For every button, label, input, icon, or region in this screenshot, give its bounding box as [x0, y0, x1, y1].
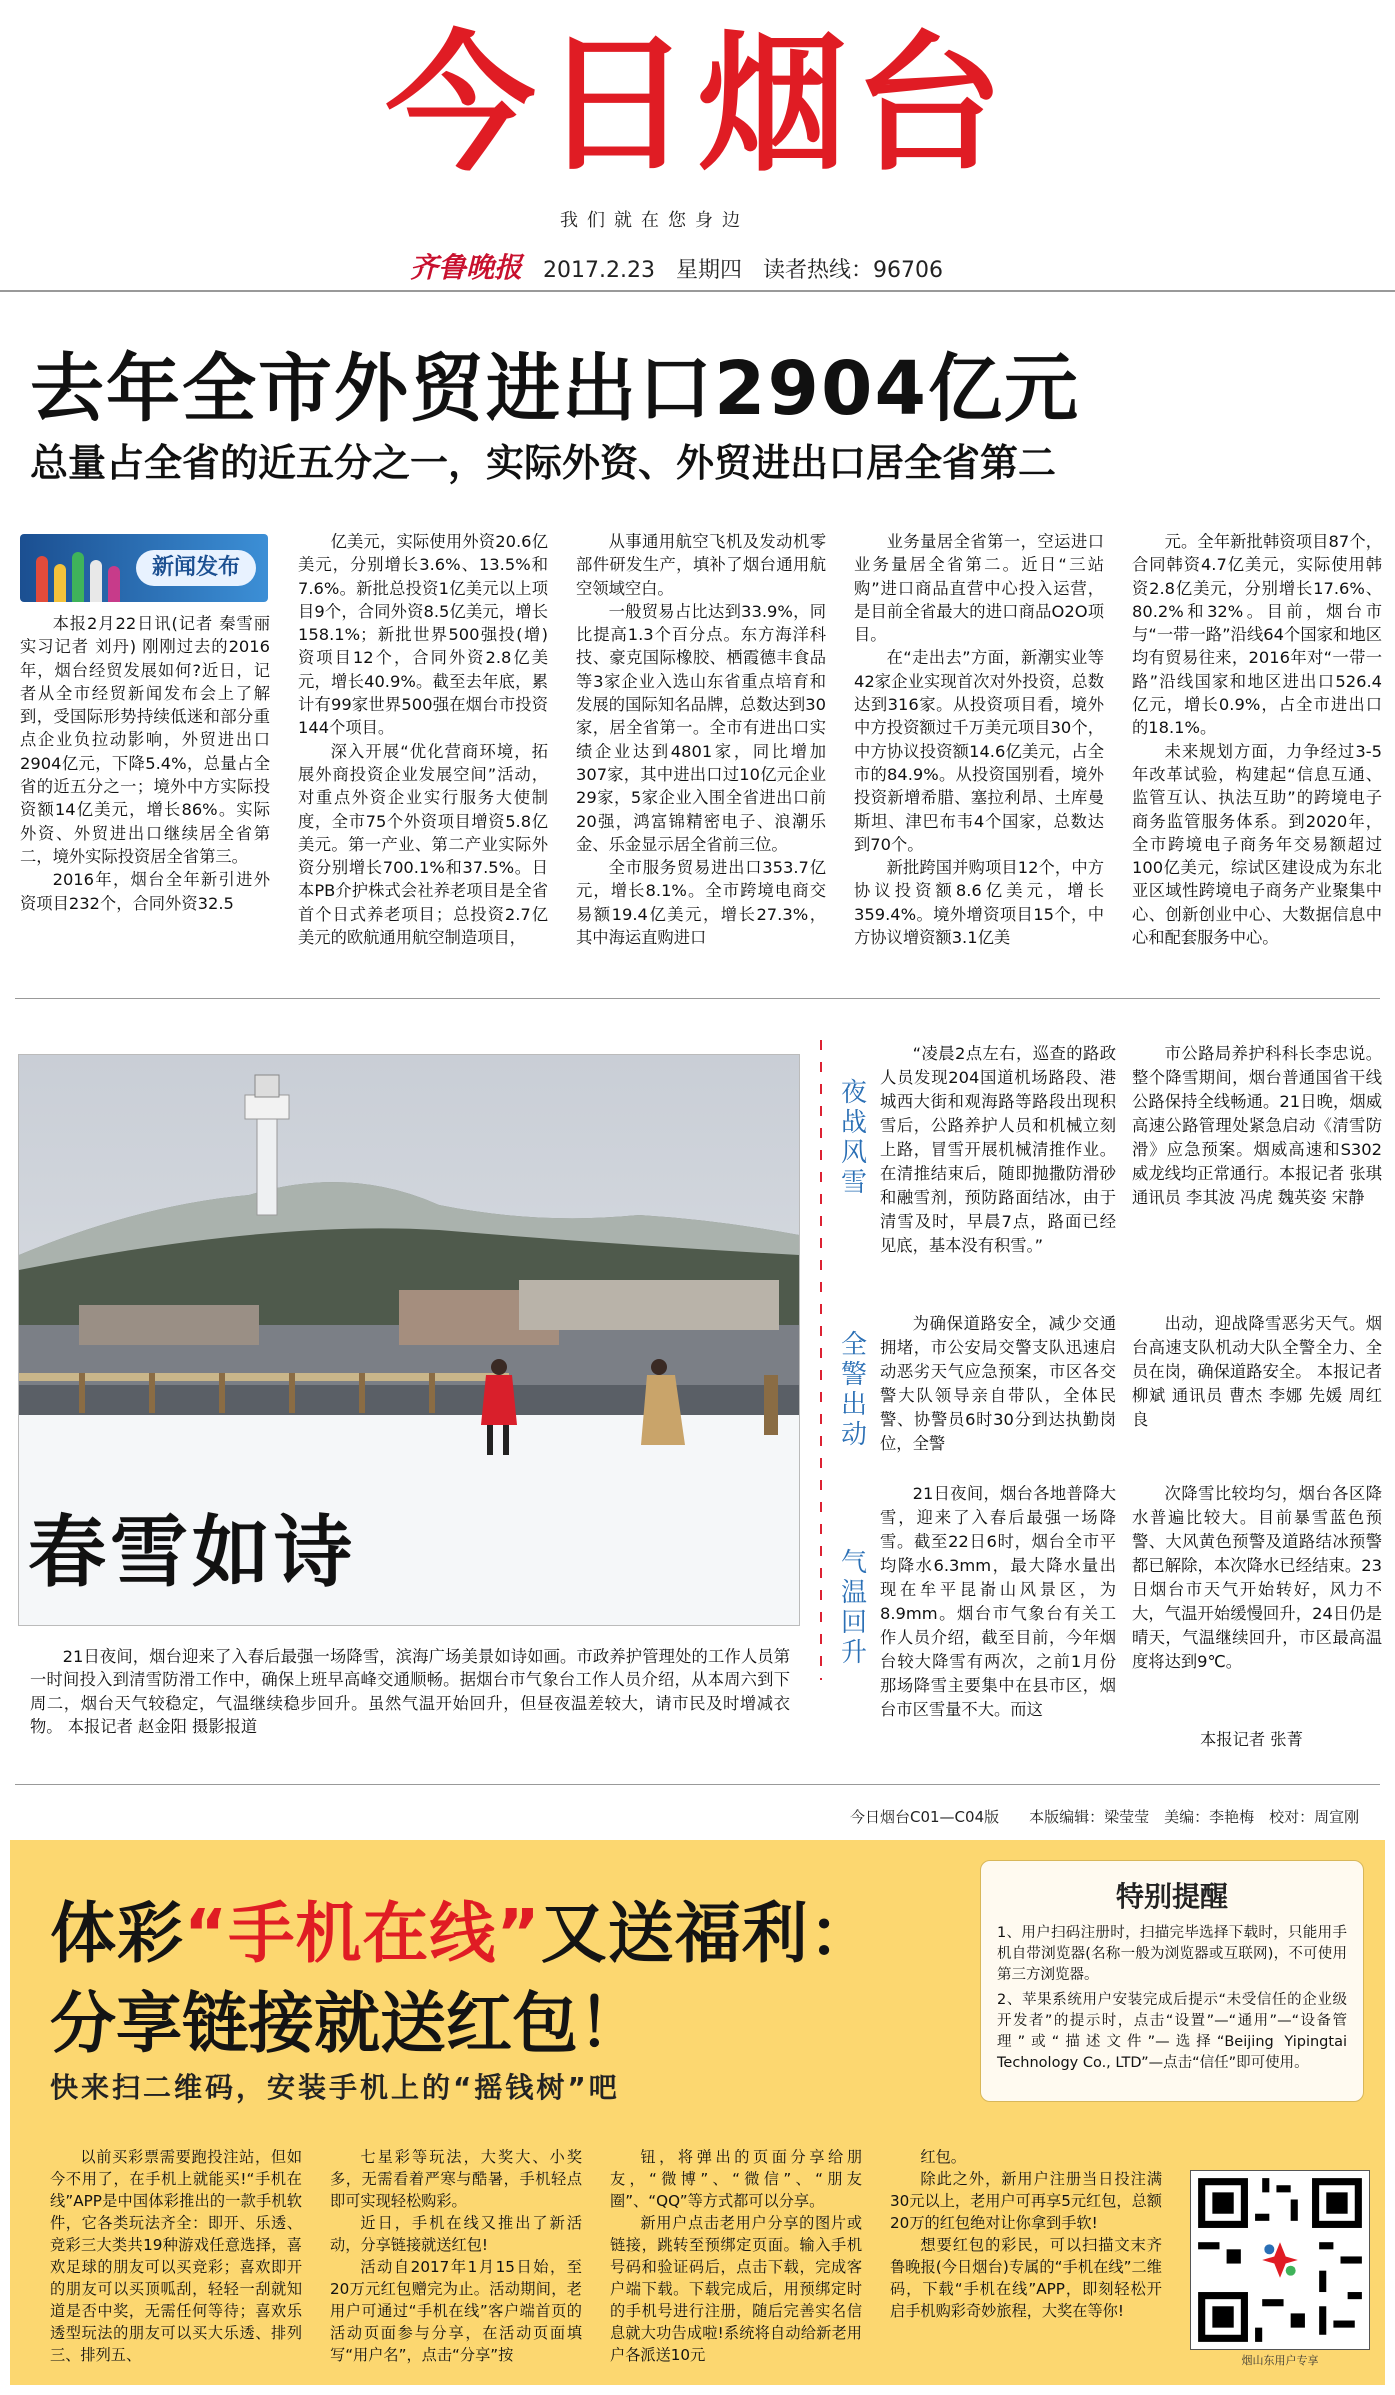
lead-paragraph: 未来规划方面，力争经过3-5年改革试验，构建起“信息互通、监管互认、执法互助”的跨境电子商务监管服务体系。到2020年，全市跨境电子商务年交易额超过100亿美元，综试区建设成为东北亚区域性跨境电子商务产业聚集中心、创新创业中心、大数据信息中心和配套服务中心。 [1132, 741, 1382, 948]
masthead-rule [0, 290, 1395, 292]
notice-item: 2、苹果系统用户安装完成后提示“未受信任的企业级开发者”的提示时，点击“设置”—“通用”—“设备管理”或“描述文件”—选择“Beijing Yipingtai Technology Co., LTD”—点击“信任”即可使用。 [997, 1992, 1347, 2071]
ad-paragraph: 近日，手机在线又推出了新活动，分享链接就送红包! [330, 2214, 582, 2254]
sidebar-police-right [1132, 1312, 1382, 1432]
qr-code-icon [1191, 2171, 1369, 2349]
sidebar-weather-left [880, 1482, 1116, 1722]
lead-paragraph: 深入开展“优化营商环境，拓展外商投资企业发展空间”活动，对重点外资企业实行服务大使制度，全市75个外资项目增资5.8亿美元。第一产业、第二产业实际外资分别增长700.1%和37.5%。日本PB介护株式会社养老项目是全省首个日式养老项目；总投资2.7亿美元的欧航通用航空制造项目， [298, 741, 548, 948]
sidebar-paragraph: 为确保道路安全，减少交通拥堵，市公安局交警支队迅速启动恶劣天气应急预案，市区各交警大队领导亲自带队，全体民警、协警员6时30分到达执勤岗位，全警 [880, 1314, 1116, 1453]
sidebar-paragraph: 出动，迎战降雪恶劣天气。烟台高速支队机动大队全警全力、全员在岗，确保道路安全。 本报记者 柳斌 通讯员 曹杰 李娜 先媛 周红良 [1132, 1314, 1382, 1429]
lead-headline: 去年全市外贸进出口2904亿元 [30, 346, 1080, 432]
ad-paragraph: 除此之外，新用户注册当日投注满30元以上，老用户可再享5元红包，总额20万的红包绝对让你拿到手软! [890, 2170, 1162, 2232]
notice-item: 1、用户扫码注册时，扫描完毕选择下载时，只能用手机自带浏览器(名称一般为浏览器或互联网)，不可使用第三方浏览器。 [997, 1925, 1347, 1983]
brand-logo: 齐鲁晚报 [410, 251, 523, 284]
ad-column-4 [890, 2146, 1162, 2322]
ad-column-2 [330, 2146, 582, 2366]
masthead-slogan: 我们就在您身边 [560, 210, 749, 231]
ad-paragraph: 七星彩等玩法，大奖大、小奖多，无需看着严寒与酷暑，手机轻点即可实现轻松购彩。 [330, 2148, 582, 2210]
lead-paragraph: 全市服务贸易进出口353.7亿元，增长8.1%。全市跨境电商交易额19.4亿美元，增长27.3%，其中海运直购进口 [576, 858, 826, 948]
issue-weekday: 星期四 [675, 258, 742, 283]
sidebar-paragraph: “凌晨2点左右，巡查的路政人员发现204国道机场路段、港城西大街和观海路等路段出现积雪后，公路养护人员和机械立刻上路，冒雪开展机械清推作业。在清推结束后，随即抛撒防滑砂和融雪剂，预防路面结冰，由于清雪及时，早晨7点，路面已经见底，基本没有积雪。” [880, 1044, 1116, 1255]
notice-body [997, 1923, 1347, 2074]
reader-hotline: 读者热线：96706 [763, 258, 943, 283]
sidebar-heading-weather: 气温回升 [840, 1548, 867, 1668]
ad-column-3 [610, 2146, 862, 2366]
ad-paragraph: 以前买彩票需要跑投注站，但如今不用了，在手机上就能买!“手机在线”APP是中国体彩推出的一款手机软件，它各类玩法齐全：即开、乐透、竞彩三大类共19种游戏任意选择，喜欢足球的朋友可以买竞彩；喜欢即开的朋友可以买顶呱刮，轻轻一刮就知道是否中奖，无需任何等待；喜欢乐透型玩法的朋友可以买大乐透、排列三、排列五、 [50, 2148, 302, 2364]
issue-date: 2017.2.23 [543, 258, 655, 283]
microphone-icon [108, 566, 120, 602]
photo-story-title: 春雪如诗 [28, 1508, 357, 1598]
news-release-label: 新闻发布 [136, 550, 256, 586]
microphone-icon [54, 564, 66, 602]
masthead-dateline [410, 246, 943, 286]
lead-paragraph: 新批跨国并购项目12个，中方协议投资额8.6亿美元，增长359.4%。境外增资项目15个，中方协议增资额3.1亿美 [854, 858, 1104, 948]
ad-headline-app-name: “手机在线” [184, 1895, 541, 1972]
sidebar-paragraph: 次降雪比较均匀，烟台各区降水普遍比较大。目前暴雪蓝色预警、大风黄色预警及道路结冰预警都已解除，本次降水已经结束。23日烟台市天气开始转好，风力不大，气温开始缓慢回升，24日仍是晴天，气温继续回升，市区最高温度将达到9℃。 [1132, 1484, 1382, 1671]
ad-paragraph: 活动自2017年1月15日始，至20万元红包赠完为止。活动期间，老用户可通过“手机在线”客户端首页的活动页面参与分享，在活动页面填写“用户名”，点击“分享”按 [330, 2258, 582, 2364]
ad-paragraph: 钮，将弹出的页面分享给朋友，“微博”、“微信”、“朋友圈”、“QQ”等方式都可以分享。 [610, 2148, 862, 2210]
ad-headline-2: 分享链接就送红包！ [50, 1985, 644, 2062]
qr-caption: 烟山东用户专享 [1241, 2354, 1319, 2367]
sidebar-paragraph: 21日夜间，烟台各地普降大雪，迎来了入春后最强一场降雪。截至22日6时，烟台全市平均降水6.3mm，最大降水量出现在牟平昆嵛山风景区，为8.9mm。烟台市气象台有关工作人员介绍，截至目前，今年烟台较大降雪有两次，之前1月份那场降雪主要集中在县市区，烟台市区雪量不大。而这 [880, 1484, 1116, 1719]
ad-headline-suffix: 又送福利： [540, 1895, 876, 1972]
lead-subhead: 总量占全省的近五分之一，实际外资、外贸进出口居全省第二 [30, 441, 1057, 485]
sidebar-weather-right [1132, 1482, 1382, 1674]
microphone-icon [36, 556, 48, 602]
ad-paragraph: 新用户点击老用户分享的图片或链接，跳转至预绑定页面。输入手机号码和验证码后，点击下载，完成客户端下载。下载完成后，用预绑定时的手机号进行注册，随后完善实名信息就大功告成啦!系统将自动给新老用户各派送10元 [610, 2214, 862, 2364]
sidebar-police-left [880, 1312, 1116, 1456]
photo-caption-text: 21日夜间，烟台迎来了入春后最强一场降雪，滨海广场美景如诗如画。市政养护管理处的工作人员第一时间投入到清雪防滑工作中，确保上班早高峰交通顺畅。据烟台市气象台工作人员介绍，从本周六到下周二，烟台天气较稳定，气温继续稳步回升。虽然气温开始回升，但昼夜温差较大，请市民及时增减衣物。 本报记者 赵金阳 摄影报道 [30, 1647, 790, 1736]
lead-paragraph: 一般贸易占比达到33.9%，同比提高1.3个百分点。东方海洋科技、豪克国际橡胶、栖霞德丰食品等3家企业入选山东省重点培育和发展的国际知名品牌，总数达到30家，居全省第一。全市有进出口实绩企业达到4801家，同比增加307家，其中进出口过10亿元企业29家，5家企业入围全省进出口前20强，鸿富锦精密电子、浪潮乐金、乐金显示居全省前三位。 [576, 601, 826, 854]
sidebar-night-right [1132, 1042, 1382, 1210]
sidebar-dashed-rule [820, 1040, 822, 1680]
microphone-icon [90, 560, 102, 602]
sidebar-heading-police: 全警出动 [840, 1330, 867, 1450]
ad-paragraph: 想要红包的彩民，可以扫描文末齐鲁晚报(今日烟台)专属的“手机在线”二维码，下载“手机在线”APP，即刻轻松开启手机购彩奇妙旅程，大奖在等你! [890, 2236, 1162, 2320]
ad-headline-prefix: 体彩 [50, 1895, 184, 1972]
sidebar-weather-byline: 本报记者 张菁 [1200, 1730, 1303, 1749]
lead-paragraph: 2016年，烟台全年新引进外资项目232个，合同外资32.5 [20, 870, 270, 913]
lead-column-3 [576, 530, 826, 982]
special-notice-box [980, 1860, 1364, 2102]
lead-column-5 [1132, 530, 1382, 982]
photo-caption [30, 1645, 790, 1738]
footer-rule [15, 1784, 1380, 1785]
sidebar-night-left [880, 1042, 1116, 1258]
ad-tagline: 快来扫二维码，安装手机上的“摇钱树”吧 [50, 2071, 620, 2104]
qr-code[interactable] [1190, 2170, 1370, 2350]
news-release-badge [20, 534, 268, 602]
microphone-icon [72, 552, 84, 602]
ad-headline-1 [50, 1880, 876, 1975]
sidebar-paragraph: 市公路局养护科科长李忠说。整个降雪期间，烟台普通国省干线公路保持全线畅通。21日晚，烟威高速公路管理处紧急启动《清雪防滑》应急预案。烟威高速和S302威龙线均正常通行。本报记者 张琪 通讯员 李其波 冯虎 魏英姿 宋静 [1132, 1044, 1382, 1207]
ad-paragraph: 红包。 [920, 2148, 966, 2166]
lead-paragraph: 从事通用航空飞机及发动机零部件研发生产，填补了烟台通用航空领域空白。 [576, 532, 826, 598]
lead-paragraph: 亿美元，实际使用外资20.6亿美元，分别增长3.6%、13.5%和7.6%。新批总投资1亿美元以上项目9个，合同外资8.5亿美元，增长158.1%；新批世界500强投(增)资项目12个，合同外资2.8亿美元，增长40.9%。截至去年底，累计有99家世界500强在烟台市投资144个项目。 [298, 532, 548, 738]
masthead-title: 今日烟台 [385, 18, 1010, 192]
notice-title: 特别提醒 [1115, 1880, 1228, 1913]
lead-column-4 [854, 530, 1104, 982]
page-footer: 今日烟台C01—C04版 本版编辑：梁莹莹 美编：李艳梅 校对：周宣刚 [850, 1808, 1360, 1826]
lead-paragraph: 在“走出去”方面，新潮实业等42家企业实现首次对外投资，总数达到316家。从投资项目看，境外中方投资额过千万美元项目30个，中方协议投资额14.6亿美元，占全市的84.9%。从投资国别看，境外投资新增希腊、塞拉利昂、土库曼斯坦、津巴布韦4个国家，总数达到70个。 [854, 648, 1104, 854]
lead-paragraph: 业务量居全省第一，空运进口业务量居全省第二。近日“三站购”进口商品直营中心投入运营，是目前全省最大的进口商品O2O项目。 [854, 532, 1104, 645]
lead-column-1 [20, 612, 270, 982]
section-divider [15, 998, 1380, 999]
lead-paragraph: 本报2月22日讯(记者 秦雪丽 实习记者 刘丹) 刚刚过去的2016年，烟台经贸发展如何?近日，记者从全市经贸新闻发布会上了解到，受国际形势持续低迷和部分重点企业负拉动影响，外贸进出口2904亿元，下降5.4%，总量占全省的近五分之一；境外中方实际投资额14亿美元，增长86%。实际外资、外贸进出口继续居全省第二，境外实际投资居全省第三。 [20, 614, 270, 866]
lead-column-2 [298, 530, 548, 982]
lead-paragraph: 元。全年新批韩资项目87个，合同韩资4.7亿美元，实际使用韩资2.8亿美元，分别增长17.6%、80.2%和32%。目前，烟台市与“一带一路”沿线64个国家和地区均有贸易往来，2016年对“一带一路”沿线国家和地区进出口526.4亿元，增长0.9%，占全市进出口的18.1%。 [1132, 532, 1382, 738]
ad-column-1 [50, 2146, 302, 2366]
sidebar-heading-night: 夜战风雪 [840, 1078, 867, 1198]
